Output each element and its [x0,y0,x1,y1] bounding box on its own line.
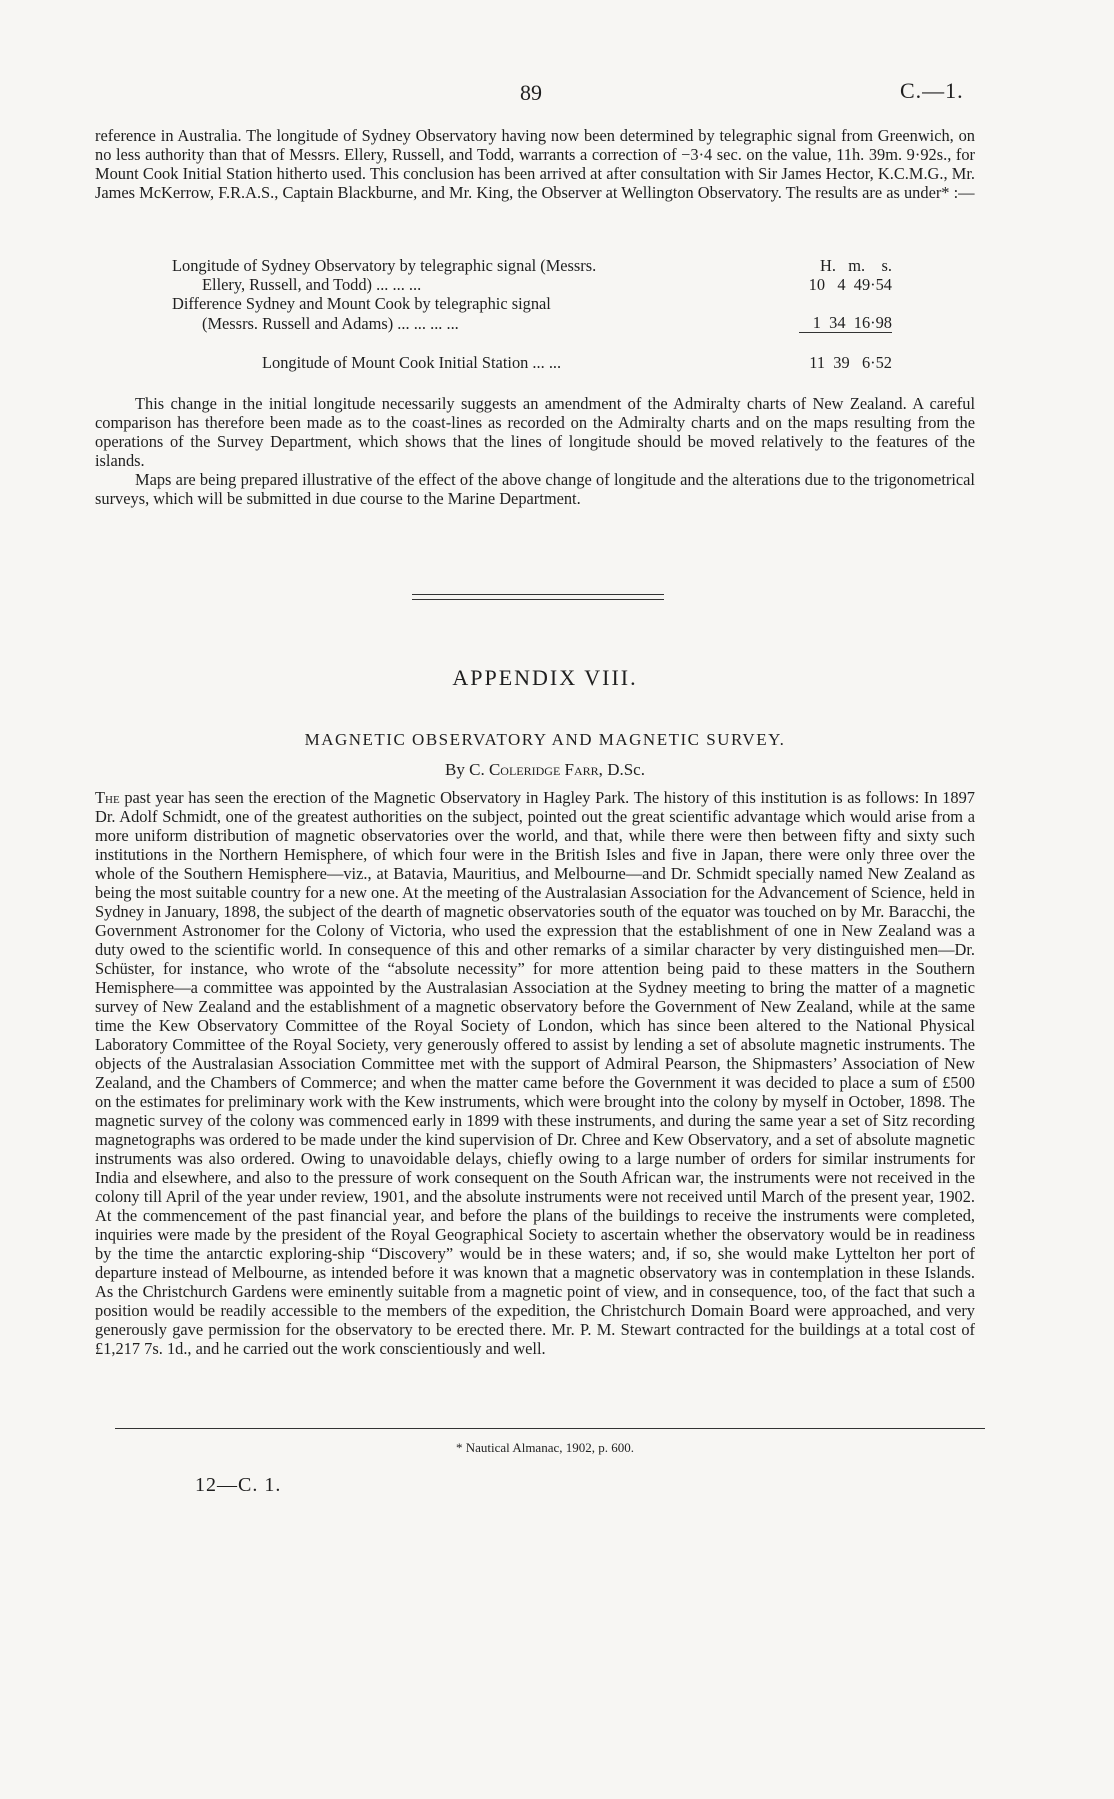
table-row-2-value: 1 34 16·98 [799,313,892,333]
longitude-table [172,256,892,372]
main-section [95,788,975,1358]
byline [0,760,1090,780]
main-paragraph [95,788,975,1358]
table-column-headers: H. m. s. [820,256,892,275]
lead-word: The [95,788,120,807]
change-section [95,394,975,508]
table-total-label: Longitude of Mount Cook Initial Station ... ... [262,353,562,372]
document-reference: C.—1. [900,78,964,103]
section-divider [412,594,664,600]
appendix-title: APPENDIX VIII. [452,665,638,690]
table-row-2-label-cont: (Messrs. Russell and Adams) ... ... ... ... [202,313,459,333]
sheet-mark: 12—C. 1. [195,1474,282,1496]
table-row-1-label: Longitude of Sydney Observatory by telegraphic signal (Messrs. [172,256,597,275]
byline-suffix: D.Sc. [607,760,645,779]
table-row-1-value: 10 4 49·54 [808,275,892,294]
table-total-value: 11 39 6·52 [809,353,892,372]
section-title: MAGNETIC OBSERVATORY AND MAGNETIC SURVEY. [304,730,786,749]
table-row-1-label-cont: Ellery, Russell, and Todd) ... ... ... [202,275,422,294]
intro-text: reference in Australia. The longitude of Sydney Observatory having now been determined by telegraphic signal from Greenwich, on no less authority than that of Messrs. Ellery, Russell, and Todd, warrants a correction of −3·4 sec. on the value, 11h. 39m. 9·92s., for Mount Cook Initial Station hitherto used. This conclusion has been arrived at after consultation with Sir James Hector, K.C.M.G., Mr. James McKerrow, F.R.A.S., Captain Blackburne, and Mr. King, the Observer at Wellington Observatory. The results are as under* :— [95,126,975,202]
intro-paragraph [95,126,975,202]
table-row-2-label: Difference Sydney and Mount Cook by telegraphic signal [172,294,551,313]
change-paragraph: This change in the initial longitude necessarily suggests an amendment of the Admiralty charts of New Zealand. A careful comparison has therefore been made as to the coast-lines as recorded on the Admiralty charts and on the maps resulting from the operations of the Survey Department, which shows that the lines of longitude should be moved relatively to the features of the islands. [95,394,975,470]
main-text: past year has seen the erection of the Magnetic Observatory in Hagley Park. The history of this institution is as follows: In 1897 Dr. Adolf Schmidt, one of the greatest authorities on the subject, pointed out the great scientific advantage which would arise from a more uniform distribution of magnetic observatories over the world, and that, while there were then between fifty and sixty such institutions in the Northern Hemisphere, of which four were in the British Isles and five in Japan, there were only three over the whole of the Southern Hemisphere—viz., at Batavia, Mauritius, and Melbourne—and Dr. Schmidt specially named New Zealand as being the most suitable country for a new one. At the meeting of the Australasian Association for the Advancement of Science, held in Sydney in January, 1898, the subject of the dearth of magnetic observatories south of the equator was touched on by Mr. Baracchi, the Government Astronomer for the Colony of Victoria, who used the expression that the establishment of one in New Zealand was a duty owed to the scientific world. In consequence of this and other remarks of a similar character by very distinguished men—Dr. Schüster, for instance, who wrote of the “absolute necessity” for more attention being paid to these matters in the Southern Hemisphere—a committee was appointed by the Australasian Association at the Sydney meeting to bring the matter of a magnetic survey of New Zealand and the establishment of a magnetic observatory before the Government of New Zealand, while at the same time the Kew Observatory Committee of the Royal Society of London, which has since been altered to the National Physical Laboratory Committee of the Royal Society, very generously offered to assist by lending a set of absolute magnetic instruments. The objects of the Australasian Association Committee met with the support of Admiral Pearson, the Shipmasters’ Association of New Zealand, and the Chambers of Commerce; and when the matter came before the Government it was decided to place a sum of £500 on the estimates for preliminary work with the Kew instruments, which were brought into the colony by myself in October, 1898. The magnetic survey of the colony was commenced early in 1899 with these instruments, and during the same year a set of Sitz recording magnetographs was ordered to be made under the kind supervision of Dr. Chree and Kew Observatory, and a set of absolute magnetic instruments was also ordered. Owing to unavoidable delays, chiefly owing to a large number of orders for similar instruments for India and elsewhere, and also to the pressure of work consequent on the South African war, the instruments were not received in the colony till April of the year under review, 1901, and the absolute instruments were not received until March of the present year, 1902. At the commencement of the past financial year, and before the plans of the buildings to receive the instruments were completed, inquiries were made by the president of the Royal Geographical Society to ascertain whether the observatory would be in readiness by the time the antarctic exploring-ship “Discovery” would be in these waters; and, if so, she would make Lyttelton her port of departure instead of Melbourne, as intended before it was known that a magnetic observatory was in contemplation in these Islands. As the Christchurch Gardens were eminently suitable from a magnetic point of view, and in consequence, too, of the fact that such a position would be readily accessible to the members of the expedition, the Christchurch Domain Board were approached, and very generously gave permission for the observatory to be erected there. Mr. P. M. Stewart contracted for the buildings at a total cost of £1,217 7s. 1d., and he carried out the work conscientiously and well. [95,788,975,1358]
page-number: 89 [520,80,542,105]
byline-prefix: By C. [445,760,485,779]
maps-paragraph: Maps are being prepared illustrative of the effect of the above change of longitude and the alterations due to the trigonometrical surveys, which will be submitted in due course to the Marine Department. [95,470,975,508]
footnote: * Nautical Almanac, 1902, p. 600. [456,1440,634,1455]
author-name: Coleridge Farr, [488,760,603,779]
footnote-rule [115,1428,985,1429]
